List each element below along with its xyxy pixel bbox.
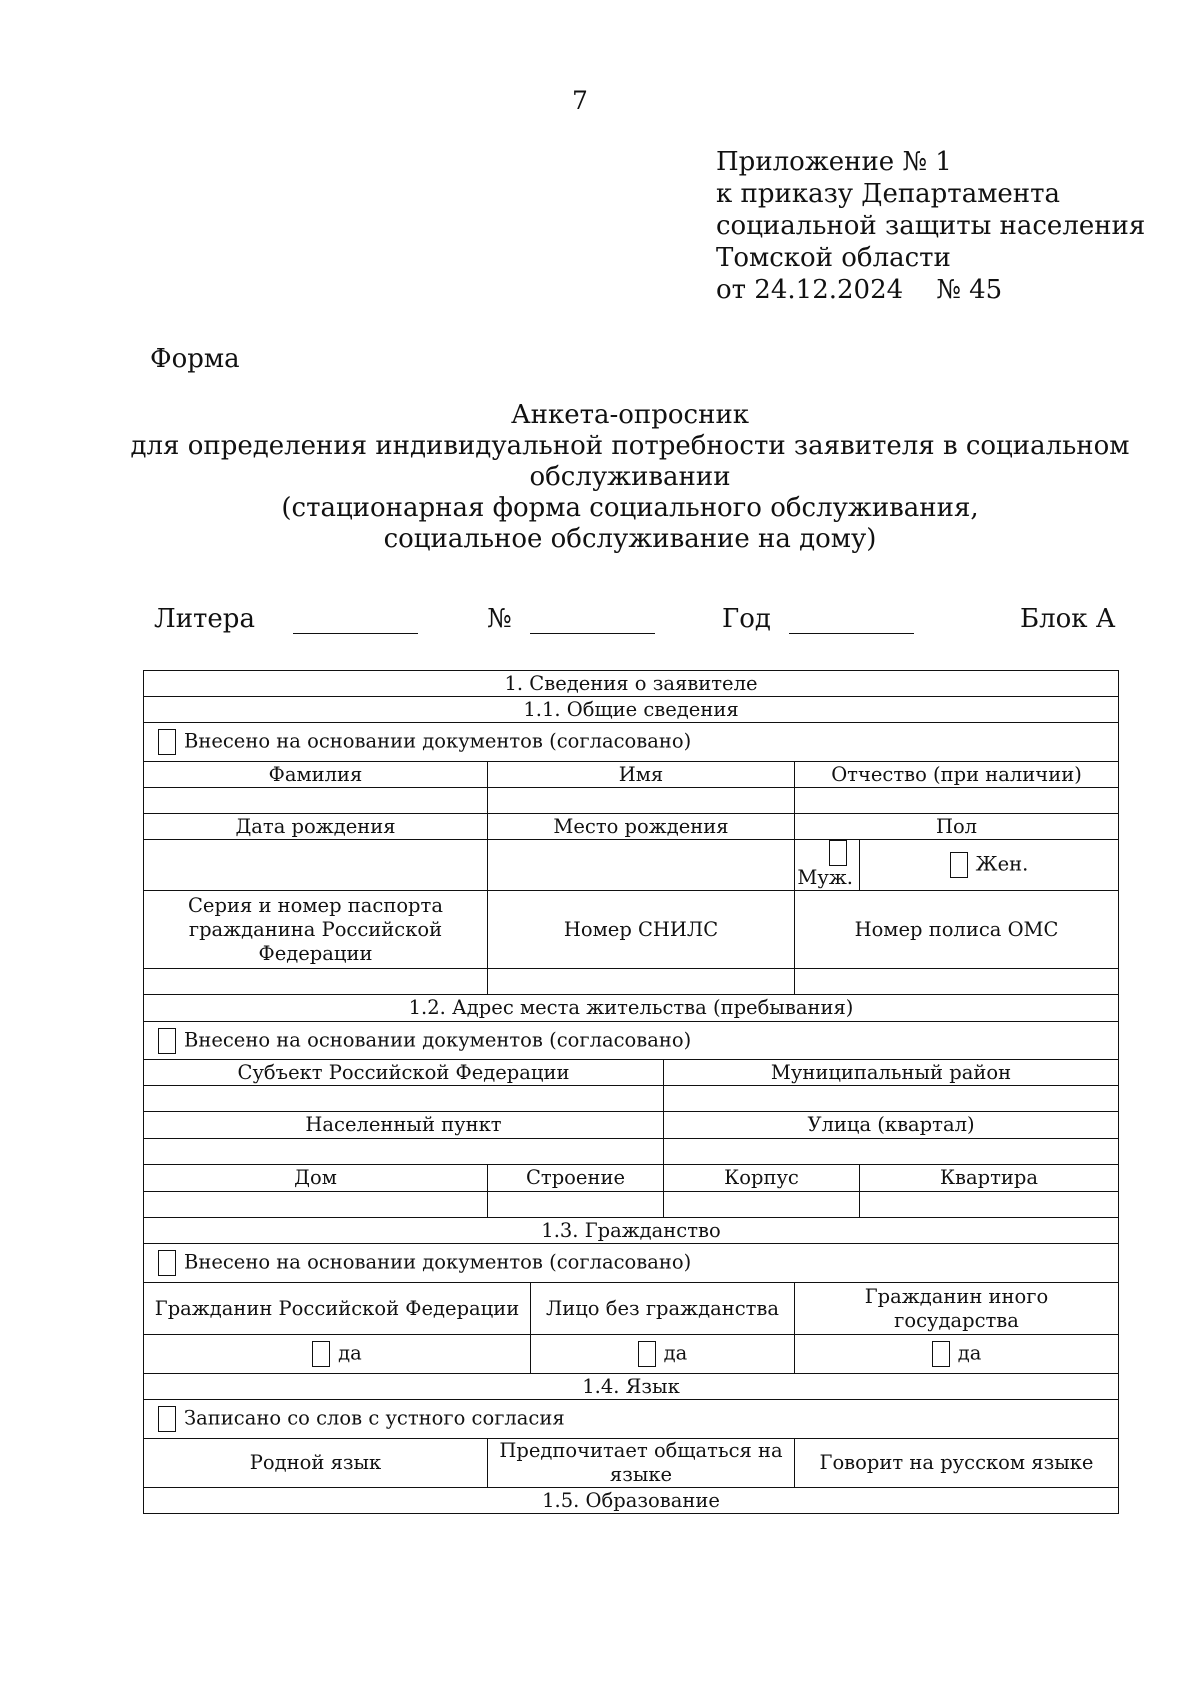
speaks-russian-header: Говорит на русском языке xyxy=(795,1439,1119,1488)
citizen-rf-header: Гражданин Российской Федерации xyxy=(144,1283,531,1335)
subject-header: Субъект Российской Федерации xyxy=(144,1060,664,1086)
native-language-header: Родной язык xyxy=(144,1439,488,1488)
stateless-header: Лицо без гражданства xyxy=(531,1283,795,1335)
stateless-yes-cell xyxy=(531,1335,795,1374)
checkbox-label: Внесено на основании документов (согласовано) xyxy=(184,1028,692,1051)
district-header: Муниципальный район xyxy=(664,1060,1119,1086)
foreign-checkbox[interactable] xyxy=(932,1341,950,1367)
entered-docs-row xyxy=(144,1244,1119,1283)
street-field[interactable] xyxy=(664,1139,1119,1165)
preferred-language-header: Предпочитает общаться на языке xyxy=(488,1439,795,1488)
surname-header: Фамилия xyxy=(144,762,488,788)
appendix-line: Томской области xyxy=(716,243,951,273)
year-input[interactable] xyxy=(789,609,914,634)
female-label: Жен. xyxy=(975,852,1029,876)
oms-field[interactable] xyxy=(795,969,1119,995)
birth-date-header: Дата рождения xyxy=(144,814,488,840)
year-label: Год xyxy=(722,604,771,634)
birth-place-field[interactable] xyxy=(488,840,795,891)
checkbox[interactable] xyxy=(158,1250,176,1276)
foreign-line: Гражданин иного xyxy=(864,1284,1049,1308)
appendix-line: Приложение № 1 xyxy=(716,147,952,177)
passport-field[interactable] xyxy=(144,969,488,995)
patronymic-field[interactable] xyxy=(795,788,1119,814)
document-title xyxy=(130,400,1130,555)
female-checkbox[interactable] xyxy=(950,852,968,878)
house-header: Дом xyxy=(144,1165,488,1192)
foreign-line: государства xyxy=(894,1308,1019,1332)
surname-field[interactable] xyxy=(144,788,488,814)
number-input[interactable] xyxy=(530,609,655,634)
appendix-line: социальной защиты населения xyxy=(716,211,1146,241)
name-header: Имя xyxy=(488,762,795,788)
section-heading: 1.4. Язык xyxy=(144,1374,1119,1400)
title-line: (стационарная форма социального обслуживания, xyxy=(281,493,979,523)
appendix-line: от 24.12.2024 № 45 xyxy=(716,275,1003,305)
title-line: Анкета-опросник xyxy=(510,400,750,430)
checkbox[interactable] xyxy=(158,1406,176,1432)
foreign-citizen-header xyxy=(795,1283,1119,1335)
title-line: для определения индивидуальной потребности заявителя в социальном xyxy=(130,431,1130,461)
form-label: Форма xyxy=(150,344,240,374)
birth-date-field[interactable] xyxy=(144,840,488,891)
passport-line: Серия и номер паспорта xyxy=(188,893,443,917)
passport-header xyxy=(144,891,488,969)
applicant-table xyxy=(143,670,1119,1514)
litera-input[interactable] xyxy=(293,609,418,634)
number-label: № xyxy=(487,604,512,634)
citizen-rf-checkbox[interactable] xyxy=(312,1341,330,1367)
house-field[interactable] xyxy=(144,1192,488,1218)
checkbox-label: Записано со слов с устного согласия xyxy=(184,1406,565,1430)
section-heading: 1.2. Адрес места жительства (пребывания) xyxy=(144,995,1119,1022)
sex-male-cell xyxy=(795,840,860,891)
checkbox[interactable] xyxy=(158,1028,176,1054)
litera-field xyxy=(154,604,418,634)
section-heading: 1. Сведения о заявителе xyxy=(144,671,1119,697)
subject-field[interactable] xyxy=(144,1086,664,1112)
appendix-line: к приказу Департамента xyxy=(716,179,1061,209)
stateless-checkbox[interactable] xyxy=(638,1341,656,1367)
year-field xyxy=(722,604,914,634)
yes-label: да xyxy=(957,1341,982,1365)
building-field[interactable] xyxy=(488,1192,664,1218)
citizen-rf-yes-cell xyxy=(144,1335,531,1374)
section-heading: 1.3. Гражданство xyxy=(144,1218,1119,1244)
locality-field[interactable] xyxy=(144,1139,664,1165)
street-header: Улица (квартал) xyxy=(664,1112,1119,1139)
oral-consent-row xyxy=(144,1400,1119,1439)
snils-header: Номер СНИЛС xyxy=(488,891,795,969)
title-line: обслуживании xyxy=(529,462,731,492)
sex-header: Пол xyxy=(795,814,1119,840)
block-field[interactable] xyxy=(664,1192,860,1218)
male-label: Муж. xyxy=(797,866,853,889)
block-header: Корпус xyxy=(664,1165,860,1192)
patronymic-header: Отчество (при наличии) xyxy=(795,762,1119,788)
number-field xyxy=(487,604,655,634)
building-header: Строение xyxy=(488,1165,664,1192)
locality-header: Населенный пункт xyxy=(144,1112,664,1139)
apartment-field[interactable] xyxy=(860,1192,1119,1218)
sex-female-cell xyxy=(860,840,1119,891)
passport-line: Федерации xyxy=(258,941,373,965)
district-field[interactable] xyxy=(664,1086,1119,1112)
litera-label: Литера xyxy=(154,604,255,634)
meta-row xyxy=(154,604,1116,638)
oms-header: Номер полиса ОМС xyxy=(795,891,1119,969)
yes-label: да xyxy=(663,1341,688,1365)
checkbox[interactable] xyxy=(158,729,176,755)
checkbox-label: Внесено на основании документов (согласовано) xyxy=(184,729,692,753)
snils-field[interactable] xyxy=(488,969,795,995)
section-heading: 1.1. Общие сведения xyxy=(144,697,1119,723)
entered-docs-row xyxy=(144,723,1119,762)
male-checkbox[interactable] xyxy=(829,840,847,866)
apartment-header: Квартира xyxy=(860,1165,1119,1192)
name-field[interactable] xyxy=(488,788,795,814)
appendix-header xyxy=(716,146,1145,306)
passport-line: гражданина Российской xyxy=(188,917,443,941)
checkbox-label: Внесено на основании документов (согласовано) xyxy=(184,1250,692,1274)
birth-place-header: Место рождения xyxy=(488,814,795,840)
title-line: социальное обслуживание на дому) xyxy=(383,524,877,554)
section-heading: 1.5. Образование xyxy=(144,1488,1119,1514)
page-number: 7 xyxy=(572,86,588,115)
entered-docs-row xyxy=(144,1022,1119,1060)
block-label: Блок А xyxy=(1020,604,1116,634)
yes-label: да xyxy=(338,1341,362,1365)
foreign-yes-cell xyxy=(795,1335,1119,1374)
